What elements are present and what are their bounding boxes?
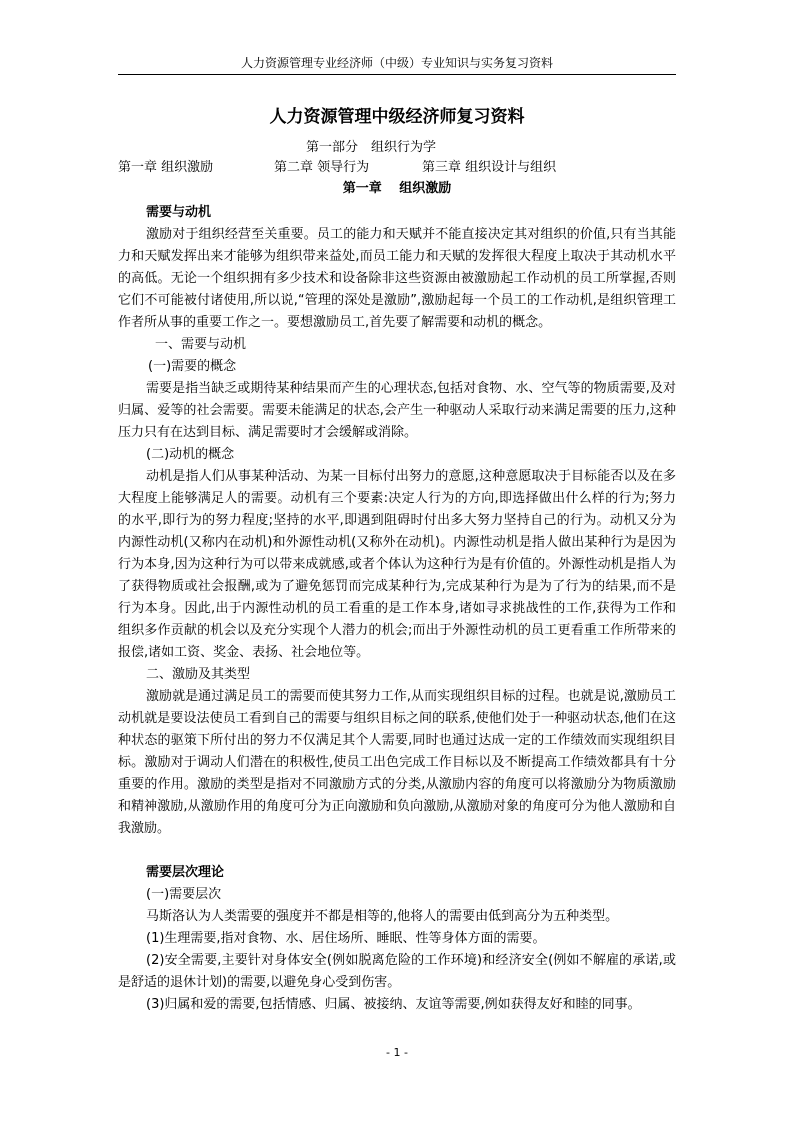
body-content xyxy=(118,202,676,1016)
subsection-heading: 一、需要与动机 xyxy=(155,337,247,352)
chapter-list-item: 第二章 领导行为 xyxy=(274,160,370,175)
page-number: - 1 - xyxy=(386,1046,408,1059)
subsection-heading: (二)动机的概念 xyxy=(146,447,235,462)
subsection-heading: 二、激励及其类型 xyxy=(146,667,251,682)
chapter-heading: 第一章 组织激励 xyxy=(342,181,452,196)
running-header: 人力资源管理专业经济师（中级）专业知识与实务复习资料 xyxy=(240,56,553,70)
paragraph: 激励就是通过满足员工的需要而使其努力工作,从而实现组织目标的过程。也就是说,激励员工动机就是要设法使员工看到自己的需要与组织目标之间的联系,使他们处于一种驱动状态,他们在这种状态的驱策下所付出的努力不仅满足其个人需要,同时也通过达成一定的工作绩效而实现组织目标。激励对于调动人们潜在的积极性,使员工出色完成工作目标以及不断提高工作绩效都具有十分重要的作用。激励的类型是指对不同激励方式的分类,从激励内容的角度可以将激励分为物质激励和精神激励,从激励作用的角度可分为正向激励和负向激励,从激励对象的角度可分为他人激励和自我激励。 xyxy=(118,689,676,836)
section-heading: 需要层次理论 xyxy=(146,865,225,880)
list-item: (2)安全需要,主要针对身体安全(例如脱离危险的工作环境)和经济安全(例如不解雇的承诺,或是舒适的退休计划)的需要,以避免身心受到伤害。 xyxy=(118,953,676,990)
list-item: (1)生理需要,指对食物、水、居住场所、睡眠、性等身体方面的需要。 xyxy=(146,931,546,946)
subsection-heading: (一)需要的概念 xyxy=(148,359,237,374)
header-divider xyxy=(118,74,676,75)
document-title: 人力资源管理中级经济师复习资料 xyxy=(269,107,525,127)
chapter-list-item: 第三章 组织设计与组织 xyxy=(422,160,557,175)
list-item: (3)归属和爱的需要,包括情感、归属、被接纳、友谊等需要,例如获得友好和睦的同事。 xyxy=(146,997,641,1012)
part-title: 第一部分 组织行为学 xyxy=(306,140,437,155)
subsection-heading: (一)需要层次 xyxy=(146,887,222,902)
paragraph: 动机是指人们从事某种活动、为某一目标付出努力的意愿,这种意愿取决于目标能否以及在多大程度上能够满足人的需要。动机有三个要素:决定人行为的方向,即选择做出什么样的行为;努力的水平,即行为的努力程度;坚持的水平,即遇到阻碍时付出多大努力坚持自己的行为。动机又分为内源性动机(又称内在动机)和外源性动机(又称外在动机)。内源性动机是指人做出某种行为是因为行为本身,因为这种行为可以带来成就感,或者个体认为这种行为是有价值的。外源性动机是指人为了获得物质或社会报酬,或为了避免惩罚而完成某种行为,完成某种行为是为了行为的结果,而不是行为本身。因此,出于内源性动机的员工看重的是工作本身,诸如寻求挑战性的工作,获得为工作和组织多作贡献的机会以及充分实现个人潜力的机会;而出于外源性动机的员工更看重工作所带来的报偿,诸如工资、奖金、表扬、社会地位等。 xyxy=(118,469,676,660)
paragraph: 马斯洛认为人类需要的强度并不都是相等的,他将人的需要由低到高分为五种类型。 xyxy=(146,909,619,924)
paragraph: 需要是指当缺乏或期待某种结果而产生的心理状态,包括对食物、水、空气等的物质需要,及对归属、爱等的社会需要。需要未能满足的状态,会产生一种驱动人采取行动来满足需要的压力,这种压力只有在达到目标、满足需要时才会缓解或消除。 xyxy=(118,381,676,440)
paragraph: 激励对于组织经营至关重要。员工的能力和天赋并不能直接决定其对组织的价值,只有当其能力和天赋发挥出来才能够为组织带来益处,而员工能力和天赋的发挥很大程度上取决于其动机水平的高低。无论一个组织拥有多少技术和设备除非这些资源由被激励起工作动机的员工所掌握,否则它们不可能被付诸使用,所以说,“管理的深处是激励”,激励起每一个员工的工作动机,是组织管理工作者所从事的重要工作之一。要想激励员工,首先要了解需要和动机的概念。 xyxy=(118,227,676,330)
spacer xyxy=(118,840,676,862)
section-heading: 需要与动机 xyxy=(146,205,212,220)
chapter-list-item: 第一章 组织激励 xyxy=(118,160,214,175)
